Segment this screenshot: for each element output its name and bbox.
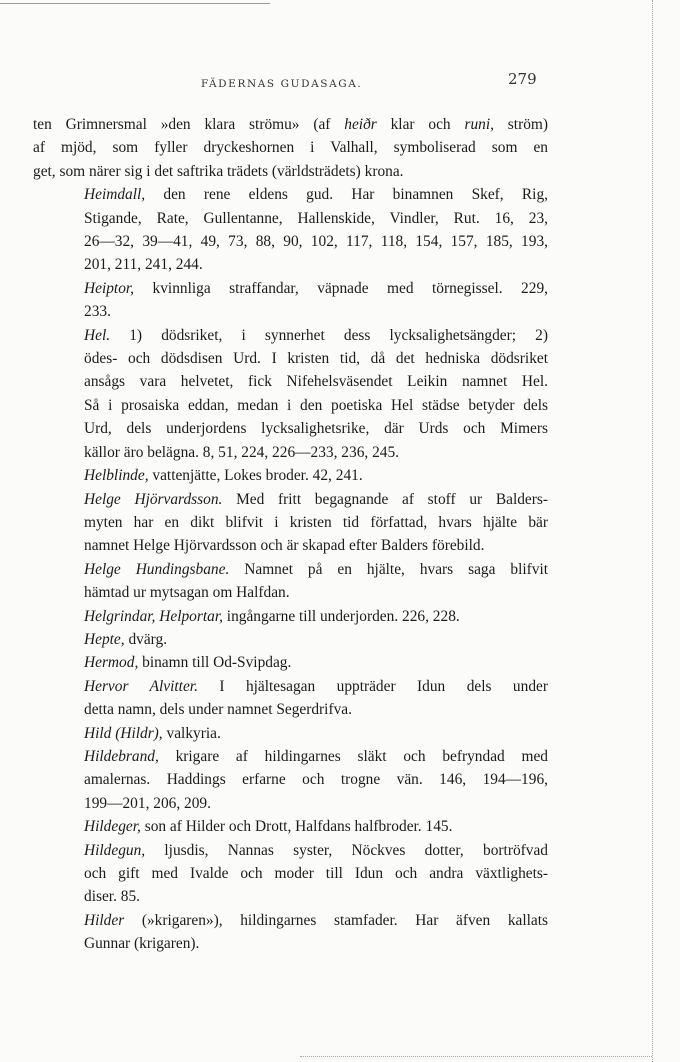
entry-line: Stigande, Rate, Gullentanne, Hallenskide, Vindler, Rut. 16, 23, <box>84 209 548 227</box>
continued-paragraph <box>33 113 548 183</box>
entry-line <box>33 488 548 511</box>
entry-line <box>33 909 548 932</box>
entry-definition: krigare af hildingarnes släkt och befryndad med <box>158 747 548 765</box>
entry-line <box>33 183 548 206</box>
entry-definition: Namnet på en hjälte, hvars saga blifvit <box>229 560 548 578</box>
glossary-entry <box>33 183 548 277</box>
entry-term: Helge Hjörvardsson. <box>84 490 223 508</box>
norse-word: heiðr <box>344 116 377 133</box>
entry-definition: den rene eldens gud. Har binamnen Skef, Rig, <box>145 186 548 204</box>
entry-definition: ingångarne till underjorden. 226, 228. <box>222 607 460 625</box>
top-edge-rule <box>0 3 270 4</box>
entry-line: Så i prosaiska eddan, medan i den poetiska Hel städse betyder dels <box>84 396 548 414</box>
entry-term: Hepte, <box>84 630 125 648</box>
glossary-entry <box>33 839 548 909</box>
entry-line: af mjöd, som fyller dryckeshornen i Valhall, symboliserad som en <box>33 139 548 157</box>
entry-line <box>33 605 548 628</box>
entry-term: Hildeger, <box>84 818 141 836</box>
right-edge-rule <box>652 0 653 1062</box>
glossary-entry <box>33 558 548 605</box>
entry-line: 233. <box>84 303 111 321</box>
entry-term: Hermod, <box>84 654 139 672</box>
glossary-entry <box>33 815 548 838</box>
entry-line: ödes- och dödsdisen Urd. I kristen tid, då det hedniska dödsriket <box>84 350 548 368</box>
entry-line: Urd, dels underjordens lycksalighetsrike, där Urds och Mimers <box>84 420 548 438</box>
entry-term: Hel. <box>84 326 111 344</box>
entry-line <box>33 464 548 487</box>
entry-definition: (»krigaren»), hildingarnes stamfader. Har äfven kallats <box>124 911 548 929</box>
entry-definition: 1) dödsriket, i synnerhet dess lycksalighetsängder; 2) <box>110 326 548 344</box>
glossary-entry <box>33 324 548 464</box>
glossary-entry <box>33 675 548 722</box>
entry-definition: binamn till Od-Svipdag. <box>138 654 292 672</box>
entry-line: källor äro belägna. 8, 51, 224, 226—233, 236, 245. <box>84 443 400 461</box>
entry-definition: son af Hilder och Drott, Halfdans halfbroder. 145. <box>140 818 453 836</box>
glossary-entry <box>33 628 548 651</box>
entry-term: Hilder <box>84 911 125 929</box>
entry-line: ten Grimnersmal »den klara strömu» (af heiðr klar och runi, ström) <box>33 116 548 133</box>
entry-term: Hervor Alvitter. <box>84 677 198 695</box>
page-number: 279 <box>508 70 537 88</box>
entry-definition: Med fritt begagnande af stoff ur Balders- <box>222 490 548 508</box>
entry-line <box>33 558 548 581</box>
glossary-entry <box>33 464 548 487</box>
entry-term: Hildebrand, <box>84 747 159 765</box>
bottom-edge-rule <box>300 1056 652 1057</box>
entry-line: Gunnar (krigaren). <box>84 935 200 953</box>
entry-line: 201, 211, 241, 244. <box>84 256 203 274</box>
entry-line: amalernas. Haddings erfarne och trogne vän. 146, 194—196, <box>84 771 548 789</box>
entry-line: detta namn, dels under namnet Segerdrifva. <box>84 701 352 719</box>
entry-term: Helge Hundingsbane. <box>84 560 230 578</box>
entry-term: Hild (Hildr), <box>84 724 163 742</box>
entry-line <box>33 628 548 651</box>
entry-line <box>33 745 548 768</box>
running-head: FÄDERNAS GUDASAGA. <box>201 78 363 90</box>
entry-line <box>33 651 548 674</box>
entry-definition: ljusdis, Nannas syster, Nöckves dotter, bortröfvad <box>145 841 548 859</box>
entry-term: Helblinde, <box>84 467 149 485</box>
entry-line <box>33 324 548 347</box>
entry-term: Helgrindar, Helportar, <box>84 607 223 625</box>
entry-definition: vattenjätte, Lokes broder. 42, 241. <box>148 467 363 485</box>
entry-definition: valkyria. <box>162 724 221 742</box>
entry-line <box>33 815 548 838</box>
entry-line: 199—201, 206, 209. <box>84 794 211 812</box>
entry-term: Heiptor, <box>84 279 135 297</box>
glossary-entry <box>33 605 548 628</box>
entry-term: Hildegun, <box>84 841 146 859</box>
entry-term: Heimdall, <box>84 186 146 204</box>
glossary-entry <box>33 745 548 815</box>
glossary-text <box>33 113 548 956</box>
entry-line: hämtad ur mytsagan om Halfdan. <box>84 584 290 602</box>
entry-line <box>33 675 548 698</box>
glossary-entry <box>33 909 548 956</box>
entry-line: ansågs vara helvetet, fick Nifehelsväsendet Leikin namnet Hel. <box>84 373 548 391</box>
entry-line <box>33 722 548 745</box>
glossary-entry <box>33 488 548 558</box>
entry-line: diser. 85. <box>84 888 141 906</box>
entry-line <box>33 839 548 862</box>
entry-line: myten har en dikt blifvit i kristen tid författad, hvars hjälte bär <box>84 513 548 531</box>
glossary-entry <box>33 277 548 324</box>
entry-definition: I hjältesagan uppträder Idun dels under <box>197 677 548 695</box>
entry-line: 26—32, 39—41, 49, 73, 88, 90, 102, 117, 118, 154, 157, 185, 193, <box>84 233 548 251</box>
entry-line <box>33 277 548 300</box>
glossary-entry <box>33 651 548 674</box>
entry-definition: kvinnliga straffandar, väpnade med törnegissel. 229, <box>134 279 548 297</box>
entry-definition: dvärg. <box>124 630 168 648</box>
entry-line: namnet Helge Hjörvardsson och är skapad efter Balders förebild. <box>84 537 485 555</box>
norse-word: runi, <box>464 116 494 133</box>
entry-line: och gift med Ivalde och moder till Idun och andra växtlighets- <box>84 865 548 882</box>
glossary-entry <box>33 722 548 745</box>
entry-line: get, som närer sig i det saftrika trädets (världsträdets) krona. <box>33 162 404 180</box>
